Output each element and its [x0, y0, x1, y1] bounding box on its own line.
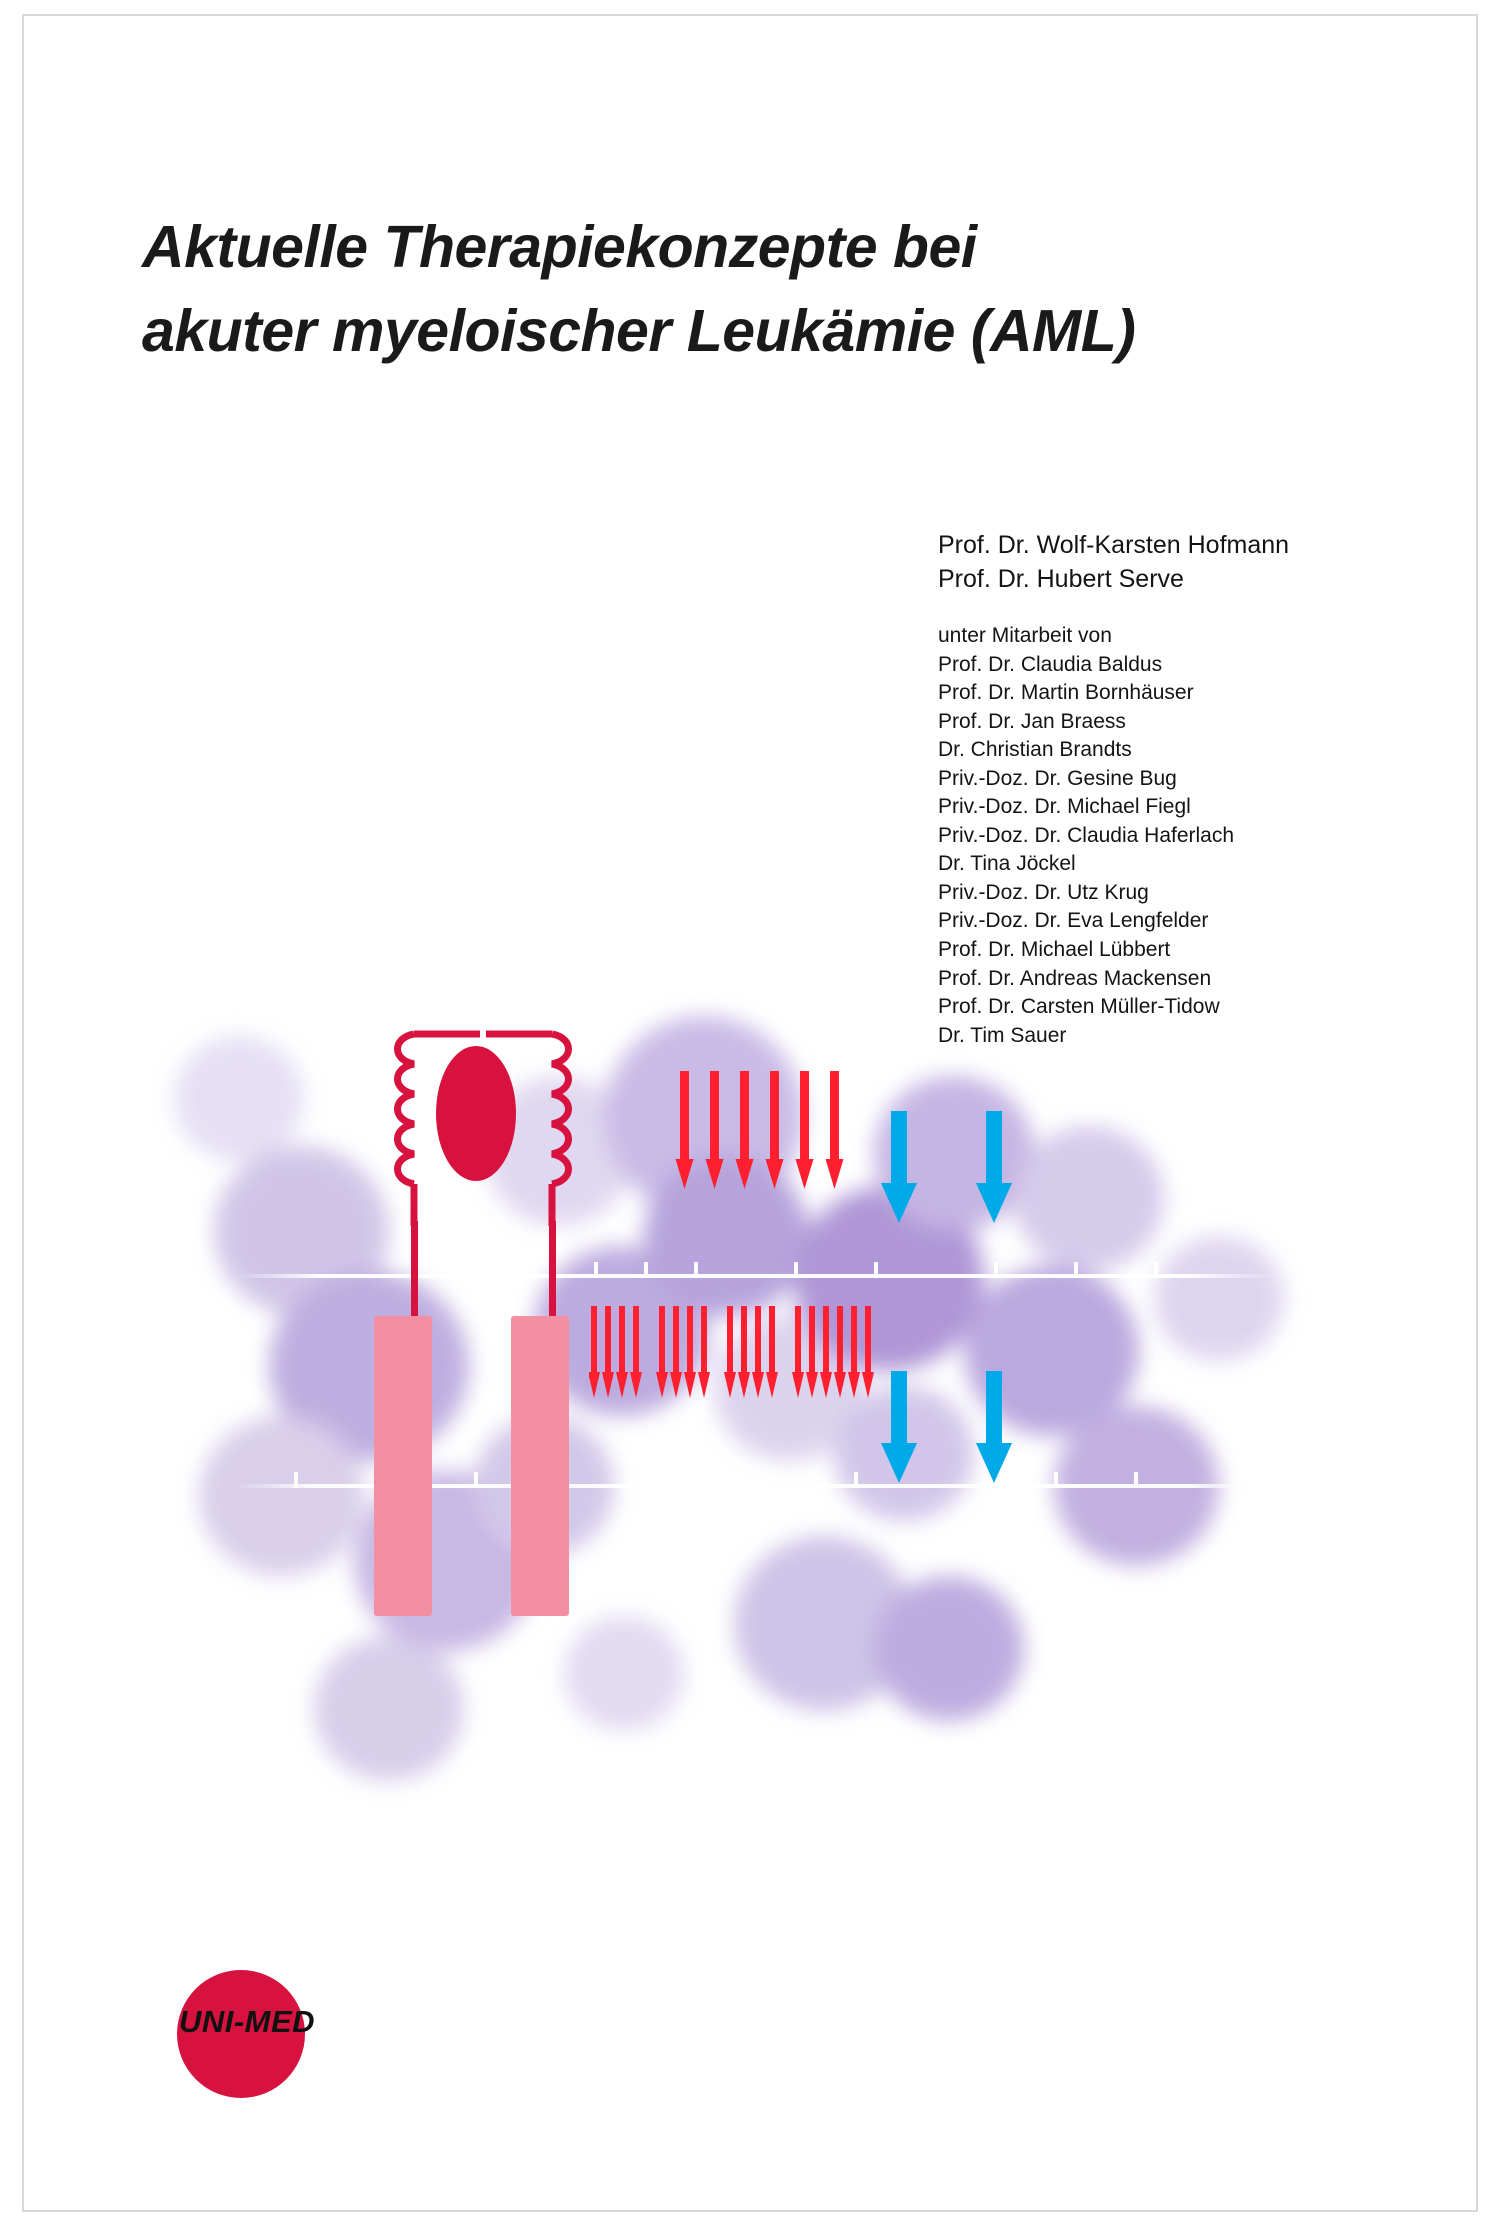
contributor-11: Prof. Dr. Michael Lübbert: [938, 938, 1171, 962]
membrane-tick: [1134, 1472, 1138, 1488]
contributor-1: Prof. Dr. Claudia Baldus: [938, 652, 1163, 676]
cover-illustration: [174, 1016, 1334, 1826]
contributor-7: Priv.-Doz. Dr. Claudia Haferlach: [938, 823, 1235, 847]
contributor-8: Dr. Tina Jöckel: [938, 852, 1076, 876]
receptor-domain-right-lower: [511, 1456, 569, 1616]
membrane-tick: [474, 1472, 478, 1488]
receptor-domain-left-upper: [374, 1316, 432, 1476]
membrane-tick: [994, 1262, 998, 1278]
membrane-tick: [874, 1262, 878, 1278]
publisher-logo: [142, 1942, 352, 2102]
contributor-13: Prof. Dr. Carsten Müller-Tidow: [938, 995, 1220, 1019]
membrane-tick: [794, 1262, 798, 1278]
blue-arrow-lower-right: [974, 1371, 1016, 1491]
membrane-tick: [644, 1472, 648, 1488]
blue-arrow-upper-right: [974, 1111, 1016, 1231]
editor-2: Prof. Dr. Hubert Serve: [938, 565, 1184, 593]
contributor-14: Dr. Tim Sauer: [938, 1023, 1067, 1047]
membrane-line-top: [234, 1274, 1274, 1278]
blue-arrow-upper-left: [879, 1111, 921, 1231]
page-title: [142, 206, 1442, 374]
receptor-domain-right-upper: [511, 1316, 569, 1476]
contributor-3: Prof. Dr. Jan Braess: [938, 709, 1126, 733]
receptor-head-ellipse: [436, 1046, 516, 1181]
receptor-domain-left-lower: [374, 1456, 432, 1616]
membrane-tick: [594, 1262, 598, 1278]
membrane-tick: [1154, 1262, 1158, 1278]
membrane-tick: [854, 1472, 858, 1488]
membrane-tick: [1054, 1472, 1058, 1488]
contributor-4: Dr. Christian Brandts: [938, 738, 1132, 762]
title-line-1: Aktuelle Therapiekonzepte bei: [142, 214, 977, 280]
red-arrows-upper: [674, 1071, 864, 1206]
contributors-intro: unter Mitarbeit von: [938, 624, 1112, 647]
membrane-tick: [644, 1262, 648, 1278]
cover-frame: [22, 14, 1478, 2212]
logo-text: UNI-MED: [178, 2004, 316, 2039]
membrane-tick: [734, 1472, 738, 1488]
red-arrows-middle: [589, 1306, 879, 1426]
contributor-6: Priv.-Doz. Dr. Michael Fiegl: [938, 795, 1191, 819]
membrane-tick: [694, 1262, 698, 1278]
contributor-10: Priv.-Doz. Dr. Eva Lengfelder: [938, 909, 1209, 933]
contributor-9: Priv.-Doz. Dr. Utz Krug: [938, 880, 1149, 904]
contributor-12: Prof. Dr. Andreas Mackensen: [938, 966, 1212, 990]
contributor-5: Priv.-Doz. Dr. Gesine Bug: [938, 766, 1177, 790]
blue-arrow-lower-left: [879, 1371, 921, 1491]
title-line-2: akuter myeloischer Leukämie (AML): [142, 297, 1136, 364]
authors-block: [938, 528, 1408, 1050]
membrane-tick: [1074, 1262, 1078, 1278]
membrane-tick: [294, 1472, 298, 1488]
editor-1: Prof. Dr. Wolf-Karsten Hofmann: [938, 531, 1290, 559]
contributor-2: Prof. Dr. Martin Bornhäuser: [938, 681, 1194, 705]
